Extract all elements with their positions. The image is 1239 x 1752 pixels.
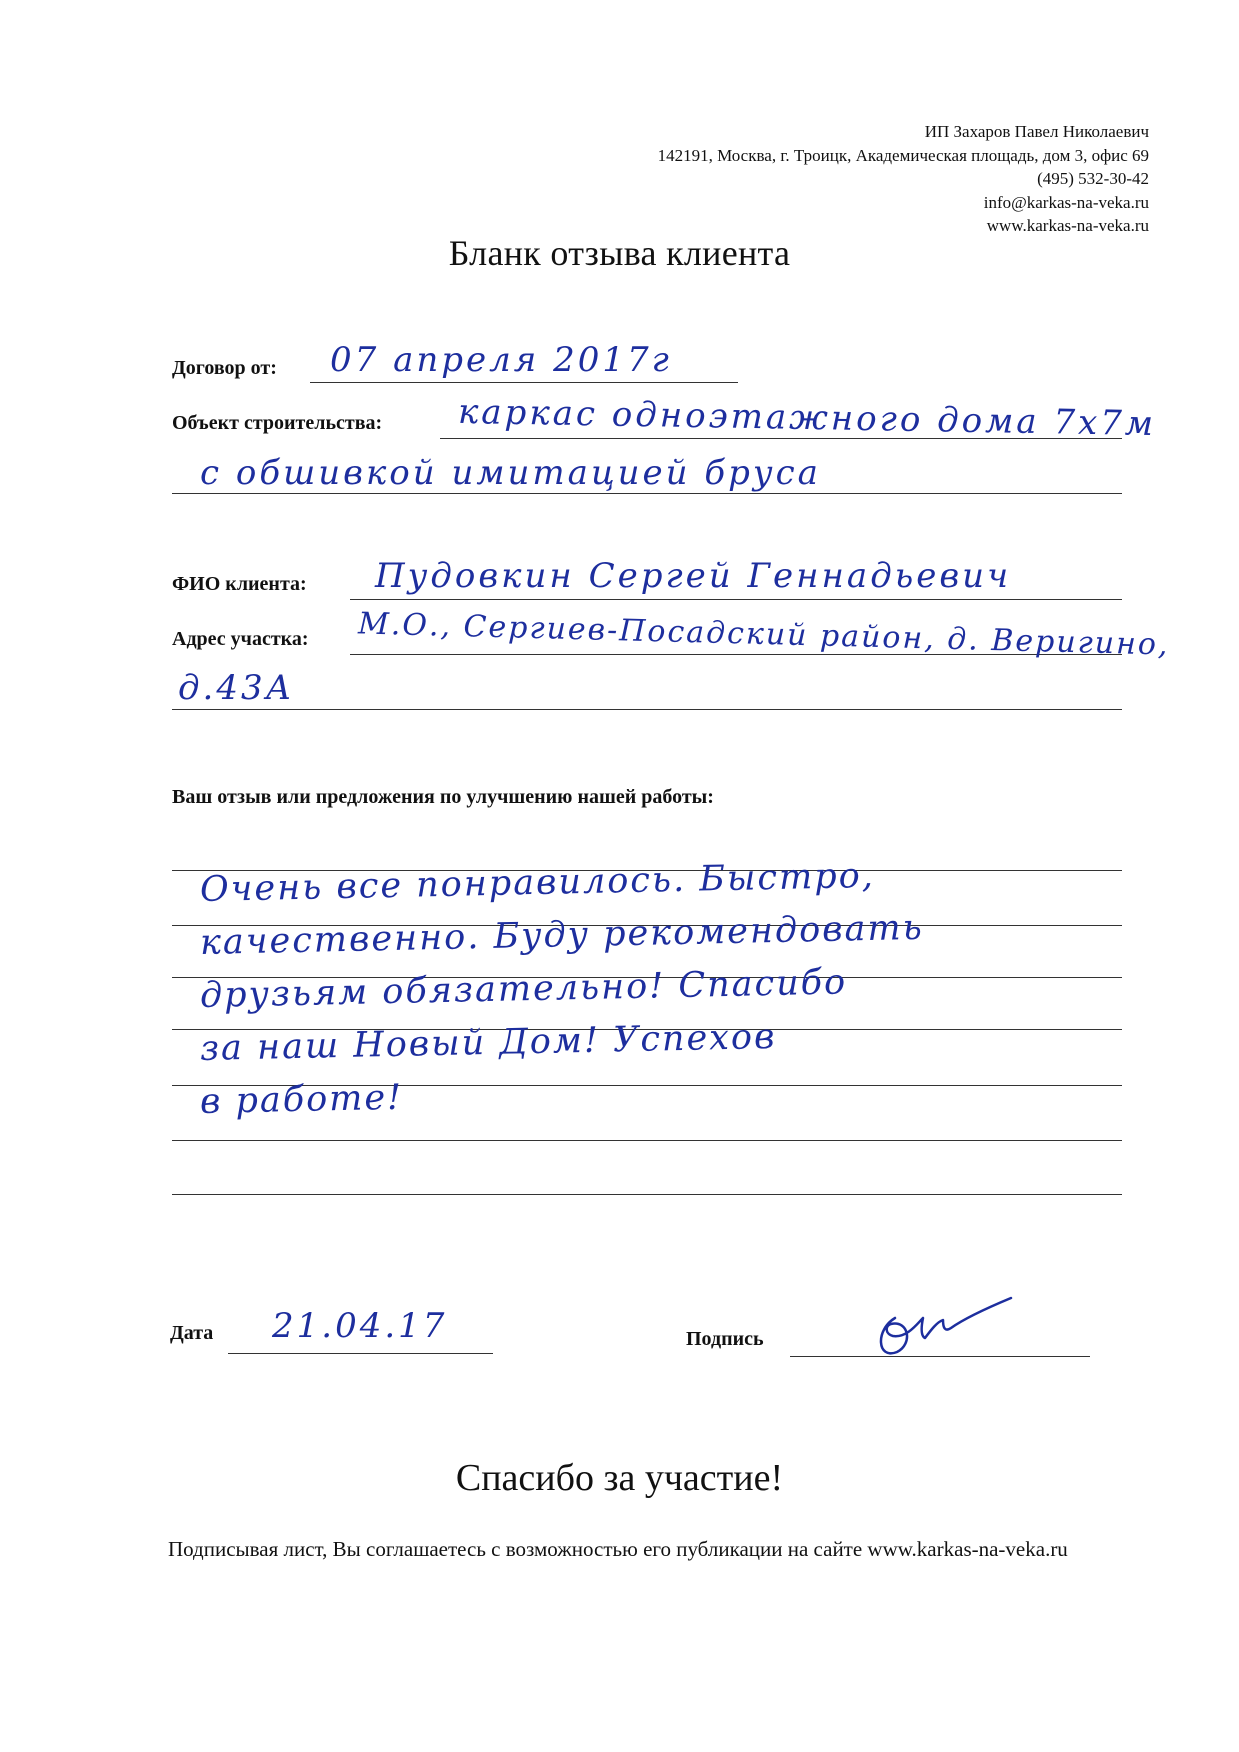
review-text-line: в работе! [199,1077,404,1122]
object-value-2: с обшивкой имитацией бруса [200,453,821,493]
review-text-line: за наш Новый Дом! Успехов [199,1016,777,1069]
contract-value: 07 апреля 2017г [330,340,672,380]
review-line-7 [172,1194,1122,1195]
address-label: Адрес участка: [172,628,309,650]
review-line-6 [172,1140,1122,1141]
client-label: ФИО клиента: [172,573,307,595]
signature-label: Подпись [686,1328,764,1350]
company-address: 142191, Москва, г. Троицк, Академическая площадь, дом 3, офис 69 [657,145,1149,165]
address-value-2: д.43А [178,668,295,708]
company-website: www.karkas-na-veka.ru [986,216,1149,235]
object-value-1: каркас одноэтажного дома 7х7м [457,391,1157,445]
review-heading: Ваш отзыв или предложения по улучшению нашей работы: [172,786,714,808]
date-label: Дата [170,1322,214,1344]
company-header [449,120,1149,238]
object-line-2 [172,493,1122,494]
company-email: info@karkas-na-veka.ru [983,192,1149,212]
company-name: ИП Захаров Павел Николаевич [924,122,1149,141]
review-text-line: качественно. Буду рекомендовать [199,907,925,963]
address-value-1: М.О., Сергиев-Посадский район, д. Веригино, [357,606,1170,663]
contract-line [310,382,738,383]
company-phone: (495) 532-30-42 [1037,169,1149,188]
date-line [228,1353,493,1354]
object-label: Объект строительства: [172,412,383,434]
thanks-message: Спасибо за участие! [455,1457,784,1499]
date-value: 21.04.17 [272,1306,448,1346]
contract-label: Договор от: [172,357,277,379]
address-line-2 [172,709,1122,710]
client-line [350,599,1122,600]
client-value: Пудовкин Сергей Геннадьевич [375,556,1012,596]
review-text-line: друзьям обязательно! Спасибо [199,962,848,1016]
form-title: Бланк отзыва клиента [448,233,791,273]
signature-mark [855,1278,1015,1358]
review-text [199,855,960,1129]
consent-text: Подписывая лист, Вы соглашаетесь с возможностью его публикации на сайте www.karkas-na-veka.ru [168,1537,1068,1561]
review-text-line: Очень все понравилось. Быстро, [199,855,876,910]
